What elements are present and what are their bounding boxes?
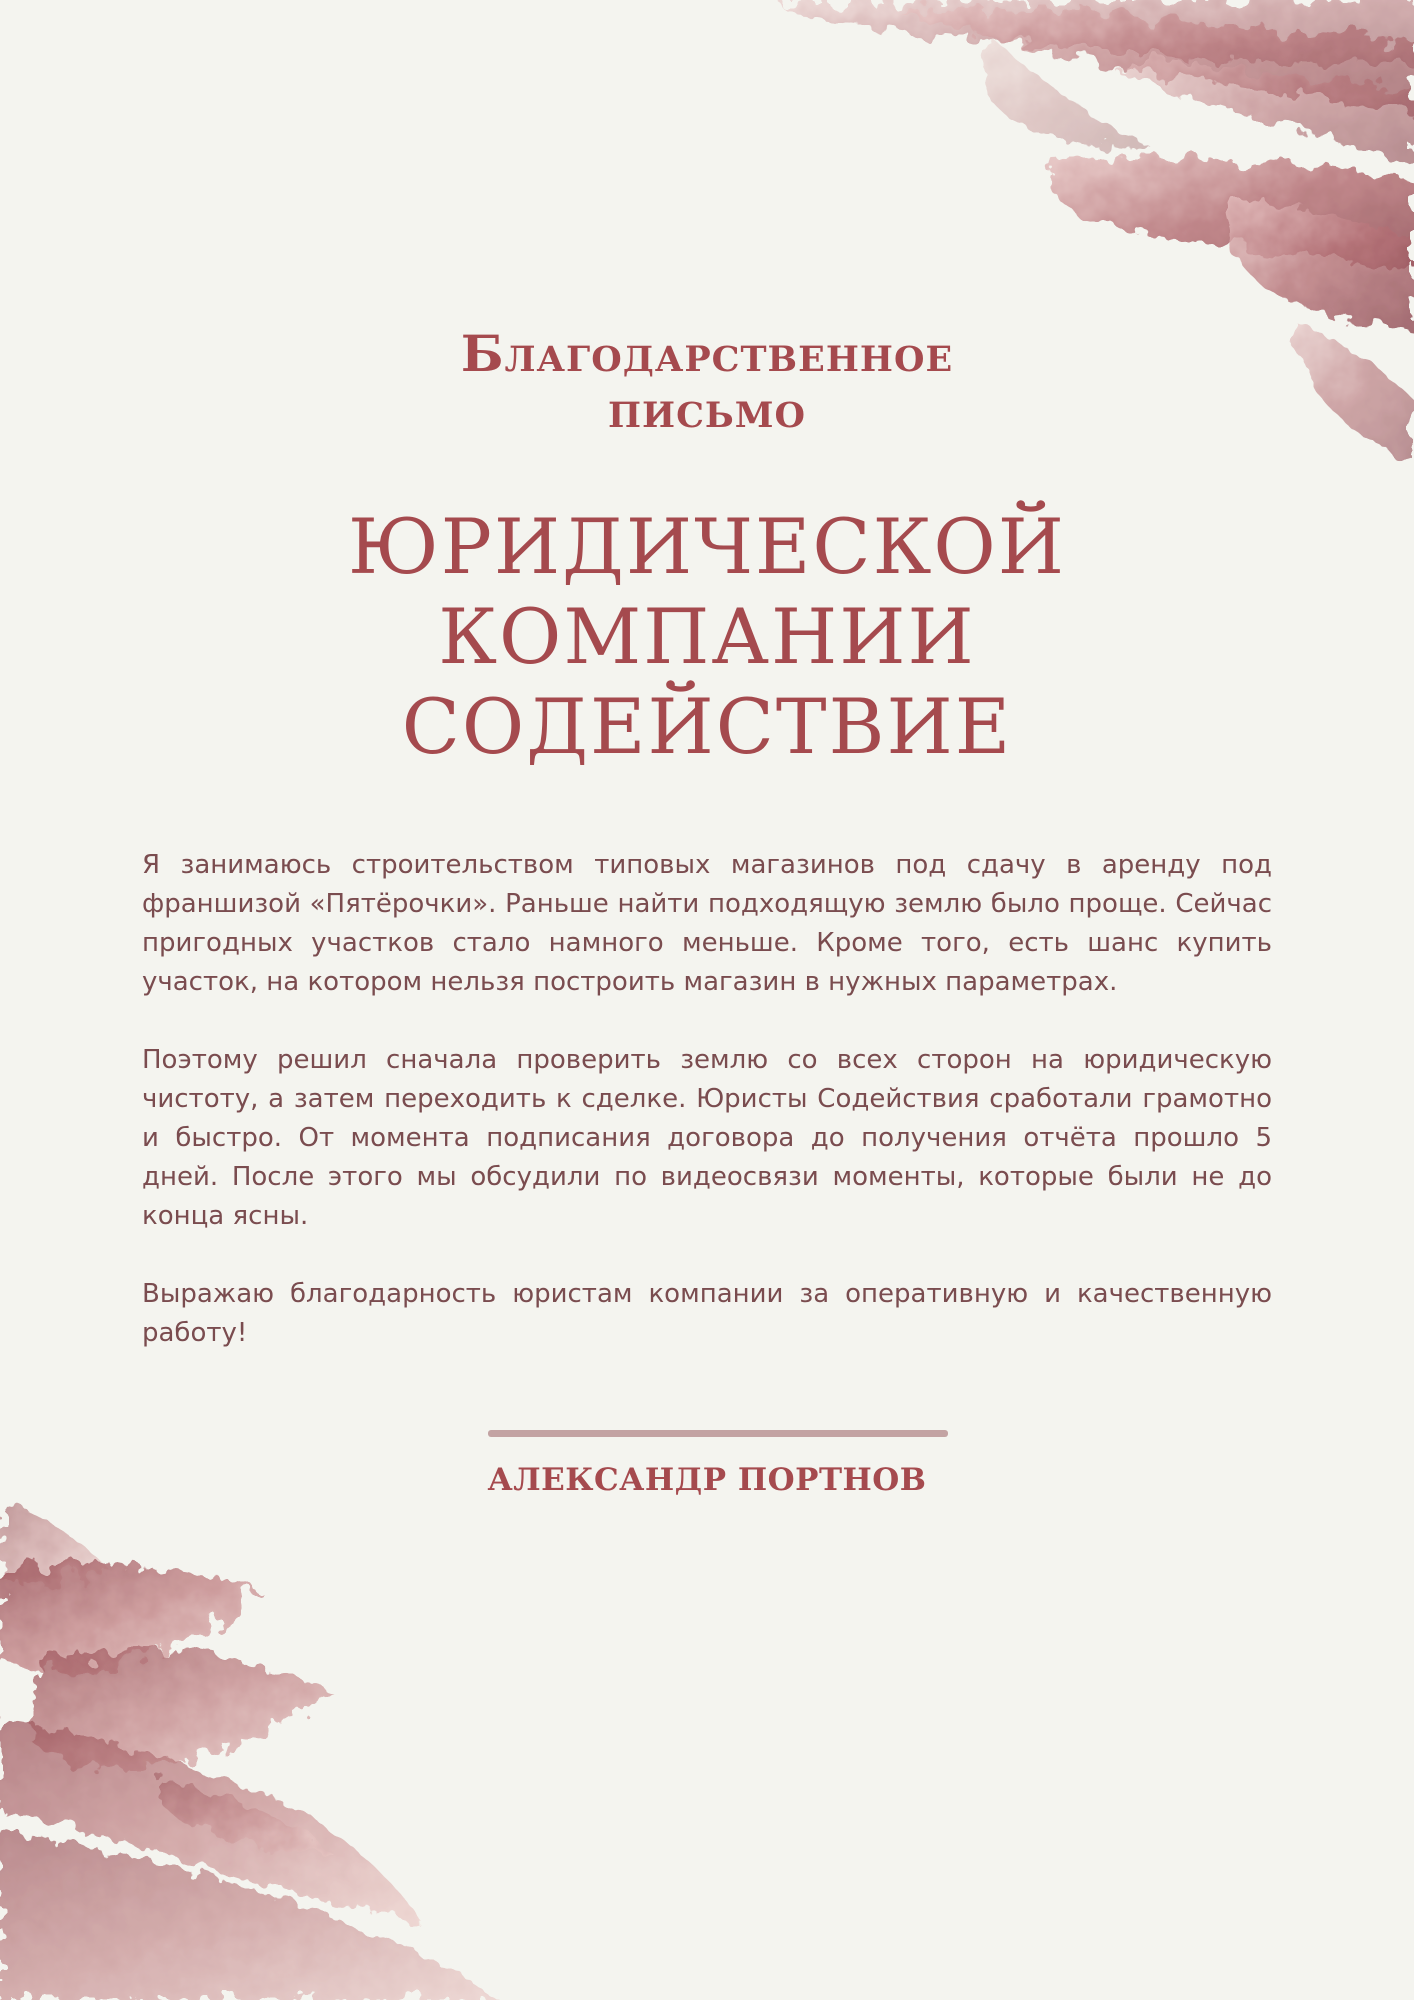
letter-title xyxy=(0,326,1414,438)
title-line-1: Благодарственное xyxy=(460,324,954,383)
title-line-2: письмо xyxy=(607,380,807,439)
body-paragraph-3: Выражаю благодарность юристам компании за оперативную и качественную работу! xyxy=(142,1279,1272,1348)
company-name xyxy=(0,502,1414,772)
company-name-line-3: СОДЕЙСТВИЕ xyxy=(401,682,1013,771)
signature-divider xyxy=(488,1430,948,1437)
paint-stroke-top-decoration xyxy=(694,0,1414,520)
letter-body xyxy=(142,846,1272,1392)
body-paragraph-1: Я занимаюсь строительством типовых магазинов под сдачу в аренду под франшизой «Пятёрочки». Раньше найти подходящую землю было проще. Сейчас пригодных участков стало намного меньше. Кроме того, есть шанс купить участок, на котором нельзя построить магазин в нужных параметрах. xyxy=(142,850,1272,997)
company-name-line-1: ЮРИДИЧЕСКОЙ xyxy=(348,502,1066,591)
company-name-line-2: КОМПАНИИ xyxy=(438,592,976,681)
signature-name: АЛЕКСАНДР ПОРТНОВ xyxy=(487,1462,927,1498)
paint-stroke-bottom-decoration xyxy=(0,1480,560,2000)
body-paragraph-2: Поэтому решил сначала проверить землю со всех сторон на юридическую чистоту, а затем переходить к сделке. Юристы Содействия сработали грамотно и быстро. От момента подписания договора до получения отчёта прошло 5 дней. После этого мы обсудили по видеосвязи моменты, которые были не до конца ясны. xyxy=(142,1045,1272,1231)
